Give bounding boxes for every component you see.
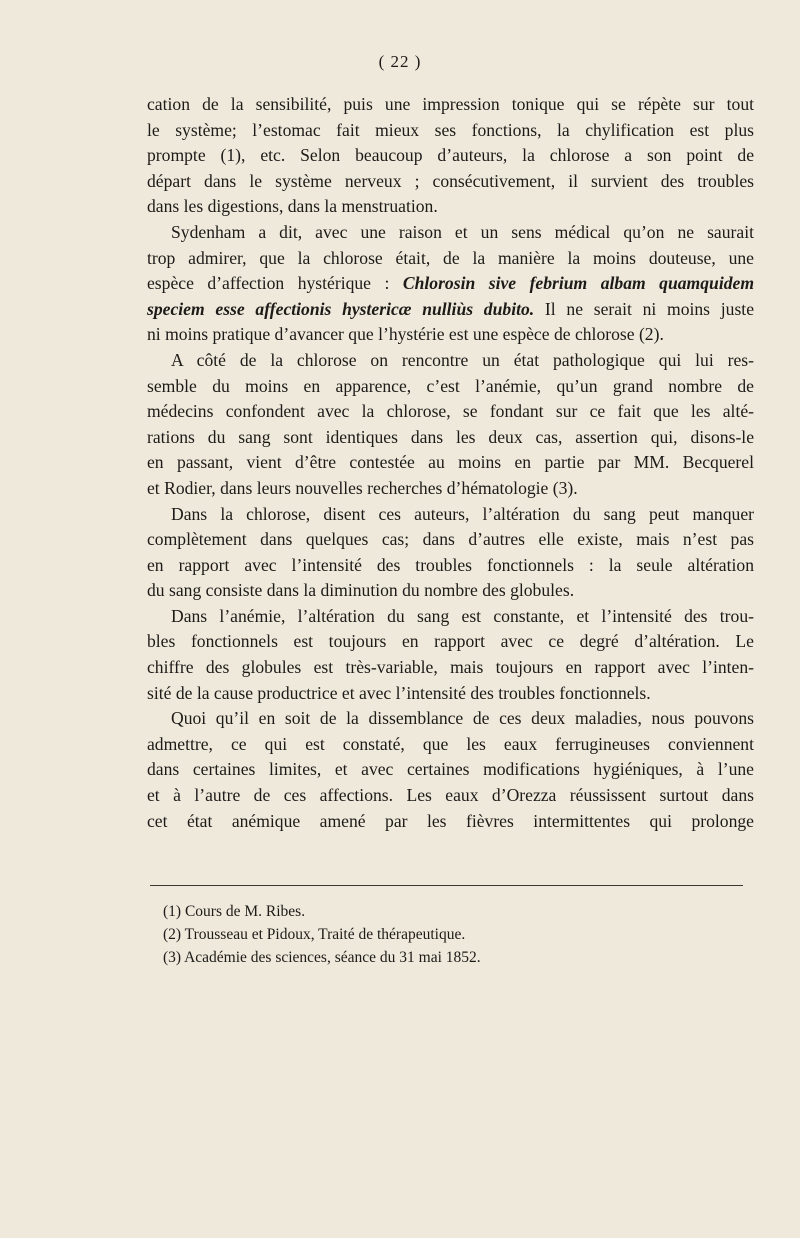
- text-line: prompte (1), etc. Selon beaucoup d’auteurs, la chlorose a son point de: [147, 145, 754, 166]
- text-line: Sydenham a dit, avec une raison et un sens médical qu’on ne saurait: [171, 221, 754, 242]
- text-line: le système; l’estomac fait mieux ses fonctions, la chylification est plus: [147, 119, 754, 140]
- text-line: trop admirer, que la chlorose était, de la manière la moins douteuse, une: [147, 247, 754, 268]
- latin-quote: Chlorosin sive febrium albam quamquidem: [402, 273, 754, 294]
- latin-quote: speciem esse affectionis hystericæ nulliùs dubito.: [147, 298, 535, 319]
- text-line: dans certaines limites, et avec certaines modifications hygiéniques, à l’une: [147, 759, 754, 780]
- text-line: Quoi qu’il en soit de la dissemblance de ces deux maladies, nous pouvons: [171, 708, 754, 729]
- text-line: du sang consiste dans la diminution du nombre des globules.: [147, 580, 575, 601]
- text-line: départ dans le système nerveux ; consécutivement, il survient des troubles: [147, 170, 754, 191]
- text-line: [147, 297, 754, 323]
- text-segment: espèce d’affection hystérique :: [147, 273, 390, 294]
- footnote: (1) Cours de M. Ribes.: [163, 903, 306, 920]
- text-line: Dans l’anémie, l’altération du sang est constante, et l’intensité des trou-: [171, 605, 754, 626]
- footnote: (3) Académie des sciences, séance du 31 mai 1852.: [163, 949, 481, 966]
- footnote-divider: [150, 885, 743, 886]
- text-line: en passant, vient d’être contestée au moins en partie par MM. Becquerel: [147, 452, 754, 473]
- text-line: en rapport avec l’intensité des troubles fonctionnels : la seule altération: [147, 554, 754, 575]
- text-line: cet état anémique amené par les fièvres intermittentes qui prolonge: [147, 810, 754, 831]
- footnotes: [163, 900, 481, 969]
- text-line: et à l’autre de ces affections. Les eaux d’Orezza réussissent surtout dans: [147, 785, 754, 806]
- text-line: Dans la chlorose, disent ces auteurs, l’altération du sang peut manquer: [171, 503, 754, 524]
- body-text: [147, 92, 754, 834]
- text-line: et Rodier, dans leurs nouvelles recherches d’hématologie (3).: [147, 477, 578, 498]
- text-line: [147, 271, 754, 297]
- text-line: admettre, ce qui est constaté, que les eaux ferrugineuses conviennent: [147, 733, 754, 754]
- text-line: chiffre des globules est très-variable, mais toujours en rapport avec l’inten-: [147, 657, 754, 678]
- text-line: complètement dans quelques cas; dans d’autres elle existe, mais n’est pas: [147, 529, 754, 550]
- text-segment: Il ne serait ni moins juste: [544, 298, 754, 319]
- text-line: médecins confondent avec la chlorose, se fondant sur ce fait que les alté-: [147, 401, 754, 422]
- text-line: cation de la sensibilité, puis une impression tonique qui se répète sur tout: [147, 94, 754, 114]
- text-line: ni moins pratique d’avancer que l’hystérie est une espèce de chlorose (2).: [147, 324, 664, 345]
- text-line: dans les digestions, dans la menstruation.: [147, 196, 438, 217]
- page-number: ( 22 ): [378, 52, 422, 71]
- text-line: semble du moins en apparence, c’est l’anémie, qu’un grand nombre de: [147, 375, 754, 396]
- footnote: (2) Trousseau et Pidoux, Traité de thérapeutique.: [163, 926, 466, 943]
- text-line: rations du sang sont identiques dans les deux cas, assertion qui, disons-le: [147, 426, 754, 447]
- text-line: sité de la cause productrice et avec l’intensité des troubles fonctionnels.: [147, 682, 651, 703]
- text-line: A côté de la chlorose on rencontre un état pathologique qui lui res-: [171, 349, 754, 370]
- text-line: bles fonctionnels est toujours en rapport avec ce degré d’altération. Le: [147, 631, 754, 652]
